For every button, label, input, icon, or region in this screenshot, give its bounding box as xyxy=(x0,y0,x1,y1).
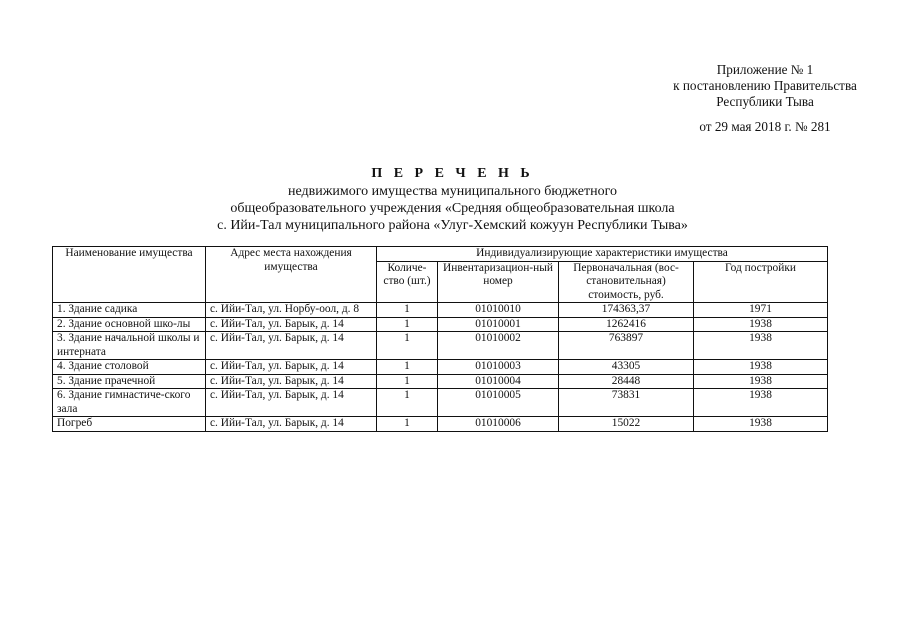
appendix-block xyxy=(640,62,890,135)
cell-address: с. Ийи-Тал, ул. Норбу-оол, д. 8 xyxy=(206,303,377,318)
cell-quantity: 1 xyxy=(377,303,438,318)
cell-inventory: 01010010 xyxy=(438,303,559,318)
table-row xyxy=(53,417,828,432)
cell-year: 1971 xyxy=(694,303,828,318)
header-characteristics: Индивидуализирующие характеристики имущества xyxy=(377,247,828,262)
cell-year: 1938 xyxy=(694,389,828,417)
header-quantity: Количе-ство (шт.) xyxy=(377,261,438,303)
cell-name: 6. Здание гимнастиче-ского зала xyxy=(53,389,206,417)
appendix-date: от 29 мая 2018 г. № 281 xyxy=(699,119,831,134)
cell-cost: 43305 xyxy=(559,360,694,375)
cell-name: 5. Здание прачечной xyxy=(53,374,206,389)
cell-inventory: 01010001 xyxy=(438,317,559,332)
cell-cost: 28448 xyxy=(559,374,694,389)
cell-name: 1. Здание садика xyxy=(53,303,206,318)
header-cost: Первоначальная (вос-становительная) стоимость, руб. xyxy=(559,261,694,303)
table-row xyxy=(53,332,828,360)
cell-address: с. Ийи-Тал, ул. Барык, д. 14 xyxy=(206,389,377,417)
header-inventory: Инвентаризацион-ный номер xyxy=(438,261,559,303)
table-row xyxy=(53,389,828,417)
header-row-1 xyxy=(53,247,828,262)
header-address: Адрес места нахождения имущества xyxy=(206,247,377,303)
table-row xyxy=(53,303,828,318)
cell-inventory: 01010006 xyxy=(438,417,559,432)
cell-quantity: 1 xyxy=(377,389,438,417)
cell-year: 1938 xyxy=(694,332,828,360)
cell-inventory: 01010002 xyxy=(438,332,559,360)
cell-year: 1938 xyxy=(694,360,828,375)
cell-name: Погреб xyxy=(53,417,206,432)
cell-address: с. Ийи-Тал, ул. Барык, д. 14 xyxy=(206,374,377,389)
appendix-republic: Республики Тыва xyxy=(716,94,814,109)
table-row xyxy=(53,360,828,375)
heading-line-3: с. Ийи-Тал муниципального района «Улуг-Хемский кожуун Республики Тыва» xyxy=(217,218,688,233)
cell-year: 1938 xyxy=(694,317,828,332)
cell-quantity: 1 xyxy=(377,374,438,389)
cell-quantity: 1 xyxy=(377,360,438,375)
cell-name: 4. Здание столовой xyxy=(53,360,206,375)
cell-address: с. Ийи-Тал, ул. Барык, д. 14 xyxy=(206,332,377,360)
document-title: П Е Р Е Ч Е Н Ь xyxy=(371,166,534,181)
appendix-number: Приложение № 1 xyxy=(716,62,814,77)
heading-line-1: недвижимого имущества муниципального бюджетного xyxy=(288,184,617,199)
cell-year: 1938 xyxy=(694,417,828,432)
cell-quantity: 1 xyxy=(377,332,438,360)
cell-cost: 15022 xyxy=(559,417,694,432)
cell-address: с. Ийи-Тал, ул. Барык, д. 14 xyxy=(206,360,377,375)
cell-year: 1938 xyxy=(694,374,828,389)
cell-quantity: 1 xyxy=(377,417,438,432)
table-row xyxy=(53,374,828,389)
cell-cost: 73831 xyxy=(559,389,694,417)
cell-name: 3. Здание начальной школы и интерната xyxy=(53,332,206,360)
cell-inventory: 01010003 xyxy=(438,360,559,375)
cell-cost: 763897 xyxy=(559,332,694,360)
document-heading xyxy=(0,165,905,234)
property-table xyxy=(52,246,828,432)
cell-quantity: 1 xyxy=(377,317,438,332)
cell-address: с. Ийи-Тал, ул. Барык, д. 14 xyxy=(206,317,377,332)
cell-inventory: 01010005 xyxy=(438,389,559,417)
cell-inventory: 01010004 xyxy=(438,374,559,389)
cell-cost: 174363,37 xyxy=(559,303,694,318)
cell-address: с. Ийи-Тал, ул. Барык, д. 14 xyxy=(206,417,377,432)
cell-cost: 1262416 xyxy=(559,317,694,332)
heading-line-2: общеобразовательного учреждения «Средняя общеобразовательная школа xyxy=(230,201,675,216)
header-name: Наименование имущества xyxy=(53,247,206,303)
header-year: Год постройки xyxy=(694,261,828,303)
cell-name: 2. Здание основной шко-лы xyxy=(53,317,206,332)
appendix-reference: к постановлению Правительства xyxy=(673,78,857,93)
table-row xyxy=(53,317,828,332)
